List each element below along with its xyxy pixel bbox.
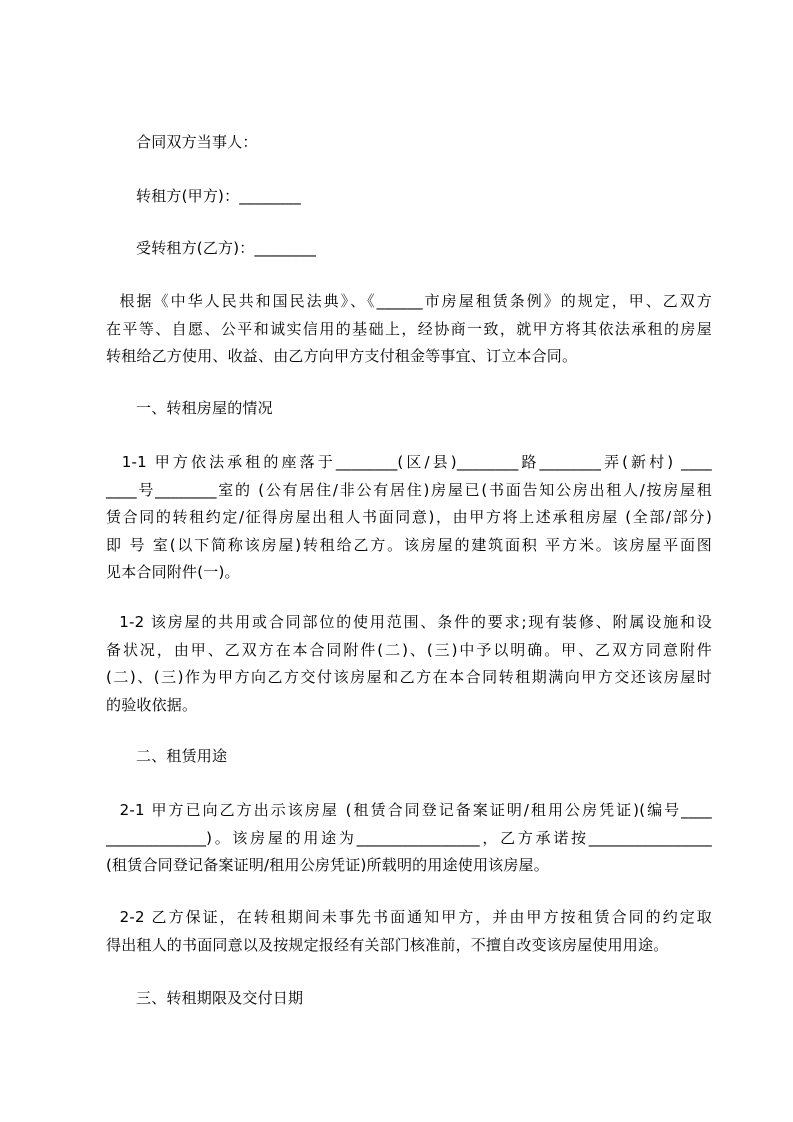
party-b-line: 受转租方(乙方)：________ [136,239,317,257]
clause-line: _____________)。该房屋的用途为________________，乙方承诺按________________ [106,828,712,847]
clause-line: 即 号 室(以下简称该房屋)转租给乙方。该房屋的建筑面积 平方米。该房屋平面图 [106,535,712,554]
clause-line: 2-2 乙方保证，在转租期间未事先书面通知甲方，并由甲方按租赁合同的约定取 [106,908,712,926]
preamble-paragraph [106,291,712,374]
clause-2-2-paragraph [106,907,712,962]
section-3-title: 三、转租期限及交付日期 [136,989,304,1007]
clause-line: 赁合同的转租约定/征得房屋出租人书面同意)，由甲方将上述承租房屋 (全部/部分) [106,508,712,526]
party-a-line: 转租方(甲方)：________ [136,187,301,205]
clause-line: 得出租人的书面同意以及按规定报经有关部门核准前，不擅自改变该房屋使用用途。 [106,935,669,954]
parties-heading: 合同双方当事人： [136,133,258,151]
clause-1-2-paragraph [106,612,712,722]
section-1-title: 一、转租房屋的情况 [136,399,273,417]
preamble-line: 在平等、自愿、公平和诚实信用的基础上，经协商一致，就甲方将其依法承租的房屋 [106,319,712,338]
preamble-line: 根据《中华人民共和国民法典》、《______市房屋租赁条例》的规定，甲、乙双方 [106,292,712,310]
clause-line: (租赁合同登记备案证明/租用公房凭证)所载明的用途使用该房屋。 [106,856,549,874]
clause-line: 1-2 该房屋的共用或合同部位的使用范围、条件的要求;现有装修、附属设施和设 [106,613,712,631]
preamble-line: 转租给乙方使用、收益、由乙方向甲方支付租金等事宜、订立本合同。 [106,347,578,365]
clause-line: 的验收依据。 [106,695,198,714]
section-2-title: 二、租赁用途 [136,747,228,765]
clause-line: 1-1 甲方依法承租的座落于________(区/县)________路________弄(新村) ____ [106,453,712,471]
clause-line: (二)、(三)作为甲方向乙方交付该房屋和乙方在本合同转租期满向甲方交还该房屋时 [106,668,712,686]
clause-line: 备状况，由甲、乙双方在本合同附件(二)、(三)中予以明确。甲、乙双方同意附件 [106,640,712,659]
clause-line: ____号________室的 (公有居住/非公有居住)房屋已(书面告知公房出租人/按房屋租 [106,480,712,499]
clause-2-1-paragraph [106,800,712,883]
clause-line: 2-1 甲方已向乙方出示该房屋 (租赁合同登记备案证明/租用公房凭证)(编号____ [106,801,712,819]
clause-1-1-paragraph [106,452,712,590]
clause-line: 见本合同附件(一)。 [106,563,240,581]
